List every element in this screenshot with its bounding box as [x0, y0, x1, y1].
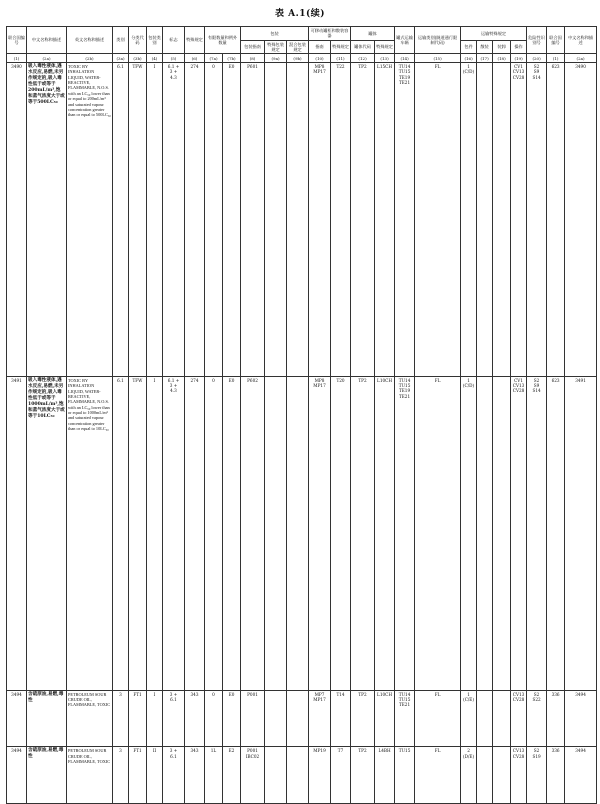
cell-un-no: 3494	[7, 747, 27, 804]
column-code: (7a)	[205, 54, 223, 63]
cell-mixed-packing	[287, 747, 309, 804]
cell-packing-group: I	[147, 690, 163, 747]
cell-special-provisions: 274	[185, 376, 205, 690]
cell-pkg-special	[265, 690, 287, 747]
cell-rtank-code: L10CH	[375, 690, 395, 747]
column-code: (16)	[461, 54, 477, 63]
cell-rtank-code: L15CH	[375, 63, 395, 377]
header-class-code: 分类代码	[129, 27, 147, 54]
column-code: (2b)	[67, 54, 113, 63]
column-code: (15)	[415, 54, 461, 63]
cell-class: 3	[113, 690, 129, 747]
cell-class-code: TFW	[129, 63, 147, 377]
cell-carriage-loading: CV13 CV28	[511, 690, 527, 747]
header-packaging-group: 包装	[241, 27, 309, 41]
cell-carriage-packages	[477, 376, 493, 690]
cell-pkg-instructions: P601	[241, 63, 265, 377]
page-title: 表 A.1(续)	[274, 9, 326, 19]
cell-rtank-special: TU15	[395, 747, 415, 804]
column-code: (9b)	[287, 54, 309, 63]
cell-carriage-packages	[477, 690, 493, 747]
cell-carriage-bulk	[493, 376, 511, 690]
header-name-zh-right: 中文名称和描述	[565, 27, 597, 54]
column-code: (3b)	[129, 54, 147, 63]
cell-vehicle: FL	[415, 376, 461, 690]
column-code: (17)	[477, 54, 493, 63]
cell-excepted-qty: E0	[223, 690, 241, 747]
cell-tank-special: TP2	[351, 63, 375, 377]
header-rtank-group: 罐体	[351, 27, 395, 41]
column-code: (7b)	[223, 54, 241, 63]
header-tank-group: 可移动罐柜和散装容器	[309, 27, 351, 41]
header-carriage-loading: 装卸	[493, 40, 511, 54]
cell-excepted-qty: E0	[223, 376, 241, 690]
cell-carriage-operation: S2 S22	[527, 690, 547, 747]
cell-un-no: 3490	[7, 63, 27, 377]
column-code: (1)	[547, 54, 565, 63]
cell-carriage-bulk	[493, 747, 511, 804]
cell-hazard-id: 623	[547, 376, 565, 690]
column-code: (10)	[309, 54, 331, 63]
cell-rtank-special: TU14 TU15 TE19 TE21	[395, 63, 415, 377]
header-pkg-special: 特殊包装规定	[265, 40, 287, 54]
cell-labels: 6.1 + 3 + 4.3	[163, 376, 185, 690]
cell-mixed-tank: MP8 MP17	[309, 376, 331, 690]
cell-carriage-loading: CV1 CV13 CV28	[511, 376, 527, 690]
cell-class: 6.1	[113, 376, 129, 690]
column-code: (11)	[331, 54, 351, 63]
header-vehicle: 罐式运输车辆	[395, 27, 415, 54]
cell-mixed-packing	[287, 376, 309, 690]
cell-transport-category: 1 (C/D)	[461, 63, 477, 377]
cell-rtank-code: L10CH	[375, 376, 395, 690]
header-labels: 标志	[163, 27, 185, 54]
cell-packing-group: I	[147, 63, 163, 377]
cell-pkg-special	[265, 63, 287, 377]
cell-transport-category: 2 (D/E)	[461, 747, 477, 804]
column-code: (3a)	[113, 54, 129, 63]
column-code: (14)	[395, 54, 415, 63]
cell-tank-special: TP2	[351, 690, 375, 747]
column-code: (20)	[527, 54, 547, 63]
cell-un-no-right: 3490	[565, 63, 597, 377]
column-code: (2a)	[565, 54, 597, 63]
cell-limited-qty: 1L	[205, 747, 223, 804]
cell-tank-instructions: T22	[331, 63, 351, 377]
table-row	[7, 376, 597, 690]
header-rtank-special: 特殊规定	[375, 40, 395, 54]
cell-tank-instructions: T14	[331, 690, 351, 747]
cell-carriage-loading: CV1 CV13 CV28	[511, 63, 527, 377]
cell-carriage-loading: CV13 CV28	[511, 747, 527, 804]
header-mixed-packing: 混合包装规定	[287, 40, 309, 54]
cell-limited-qty: 0	[205, 63, 223, 377]
cell-hazard-id: 336	[547, 690, 565, 747]
header-tank-instructions: 指南	[309, 40, 331, 54]
header-packing-group: 包装类别	[147, 27, 163, 54]
column-code: (8)	[241, 54, 265, 63]
header-special-provisions: 特殊规定	[185, 27, 205, 54]
cell-rtank-code: L4BH	[375, 747, 395, 804]
column-code: (1)	[7, 54, 27, 63]
cell-packing-group: II	[147, 747, 163, 804]
cell-class-code: TFW	[129, 376, 147, 690]
header-un-no: 联合国编号	[7, 27, 27, 54]
header-name-en: 英文名称和描述	[67, 27, 113, 54]
header-transport-category: 运输类别(隧道通行限制代码)	[415, 27, 461, 54]
cell-mixed-tank: MP8 MP17	[309, 63, 331, 377]
header-row-top	[7, 27, 597, 41]
cell-excepted-qty: E0	[223, 63, 241, 377]
cell-labels: 6.1 + 3 + 4.3	[163, 63, 185, 377]
header-rtank-code: 罐体代码	[351, 40, 375, 54]
cell-carriage-operation: S2 S9 S14	[527, 63, 547, 377]
cell-pkg-instructions: P001	[241, 690, 265, 747]
cell-labels: 3 + 6.1	[163, 690, 185, 747]
column-code: (13)	[375, 54, 395, 63]
cell-vehicle: FL	[415, 63, 461, 377]
header-name-zh: 中文名称和描述	[27, 27, 67, 54]
cell-carriage-operation: S2 S9 S14	[527, 376, 547, 690]
cell-class: 6.1	[113, 63, 129, 377]
cell-class: 3	[113, 747, 129, 804]
cell-limited-qty: 0	[205, 376, 223, 690]
cell-carriage-bulk	[493, 690, 511, 747]
cell-tank-special: TP2	[351, 747, 375, 804]
cell-un-no-right: 3494	[565, 747, 597, 804]
header-tank-special: 特殊规定	[331, 40, 351, 54]
cell-special-provisions: 343	[185, 747, 205, 804]
column-code: (4)	[147, 54, 163, 63]
header-carriage-packages: 包件	[461, 40, 477, 54]
cell-carriage-bulk	[493, 63, 511, 377]
cell-tank-instructions: T20	[331, 376, 351, 690]
cell-tank-instructions: T7	[331, 747, 351, 804]
cell-transport-category: 1 (C/E)	[461, 690, 477, 747]
cell-pkg-special	[265, 376, 287, 690]
column-code: (18)	[493, 54, 511, 63]
header-pkg-instructions: 包装指南	[241, 40, 265, 54]
cell-name-en: PETROLEUM SOUR CRUDE OIL, FLAMMABLE, TOXIC	[67, 690, 113, 747]
cell-packing-group: I	[147, 376, 163, 690]
header-limited-qty: 有限数量和例外数量	[205, 27, 241, 54]
column-code: (5)	[163, 54, 185, 63]
cell-un-no-right: 3494	[565, 690, 597, 747]
cell-pkg-instructions: P602	[241, 376, 265, 690]
header-hazard-id: 危险性识别号	[527, 27, 547, 54]
table-row	[7, 690, 597, 747]
cell-name-zh: 吸入毒性液体,遇水反应,易燃,未另作规定的,吸入毒性低于或等于1000mL/m³,饱和蒸气浓度大于或等于10LC₅₀	[27, 376, 67, 690]
cell-name-zh: 吸入毒性液体,遇水反应,易燃,未另作规定的,吸入毒性低于或等于200mL/m³,饱和蒸气浓度大于或等于500LC₅₀	[27, 63, 67, 377]
cell-tank-special: TP2	[351, 376, 375, 690]
cell-pkg-special	[265, 747, 287, 804]
table-row	[7, 747, 597, 804]
cell-limited-qty: 0	[205, 690, 223, 747]
header-carriage-group: 运输特殊规定	[461, 27, 527, 41]
cell-vehicle: FL	[415, 747, 461, 804]
cell-name-zh: 含硫原油,易燃,毒性	[27, 690, 67, 747]
header-un-no-right: 联合国编号	[547, 27, 565, 54]
cell-class-code: FT1	[129, 690, 147, 747]
cell-hazard-id: 623	[547, 63, 565, 377]
cell-class-code: FT1	[129, 747, 147, 804]
cell-mixed-packing	[287, 63, 309, 377]
cell-name-en: TOXIC BY INHALATION LIQUID, WATER-REACTIVE, FLAMMABLE, N.O.S. with an LC₅₀ lower than or equal to 200mL/m³ and saturated vapour concentration greater than or equal to 500LC₅₀	[67, 63, 113, 377]
cell-hazard-id: 336	[547, 747, 565, 804]
column-code-row	[7, 54, 597, 63]
cell-rtank-special: TU14 TU15 TE19 TE21	[395, 376, 415, 690]
cell-pkg-instructions: P001 IBC02	[241, 747, 265, 804]
cell-name-zh: 含硫原油,易燃,毒性	[27, 747, 67, 804]
dangerous-goods-table	[6, 26, 597, 804]
cell-carriage-operation: S2 S19	[527, 747, 547, 804]
cell-mixed-tank: MP7 MP17	[309, 690, 331, 747]
cell-un-no-right: 3491	[565, 376, 597, 690]
cell-un-no: 3491	[7, 376, 27, 690]
column-code: (12)	[351, 54, 375, 63]
cell-name-en: PETROLEUM SOUR CRUDE OIL, FLAMMABLE, TOXIC	[67, 747, 113, 804]
cell-special-provisions: 274	[185, 63, 205, 377]
header-carriage-operation: 操作	[511, 40, 527, 54]
column-code: (9a)	[265, 54, 287, 63]
column-code: (19)	[511, 54, 527, 63]
cell-transport-category: 1 (C/D)	[461, 376, 477, 690]
cell-mixed-tank: MP19	[309, 747, 331, 804]
cell-rtank-special: TU14 TU15 TE21	[395, 690, 415, 747]
cell-carriage-packages	[477, 747, 493, 804]
cell-mixed-packing	[287, 690, 309, 747]
cell-labels: 3 + 6.1	[163, 747, 185, 804]
table-row	[7, 63, 597, 377]
cell-vehicle: FL	[415, 690, 461, 747]
cell-carriage-packages	[477, 63, 493, 377]
column-code: (2a)	[27, 54, 67, 63]
cell-excepted-qty: E2	[223, 747, 241, 804]
header-class: 类别	[113, 27, 129, 54]
cell-un-no: 3494	[7, 690, 27, 747]
header-carriage-bulk: 散装	[477, 40, 493, 54]
cell-name-en: TOXIC BY INHALATION LIQUID, WATER-REACTIVE, FLAMMABLE, N.O.S. with an LC₅₀ lower than or equal to 1000mL/m³ and saturated vapour concentration greater than or equal to 10LC₅₀	[67, 376, 113, 690]
cell-special-provisions: 343	[185, 690, 205, 747]
column-code: (6)	[185, 54, 205, 63]
